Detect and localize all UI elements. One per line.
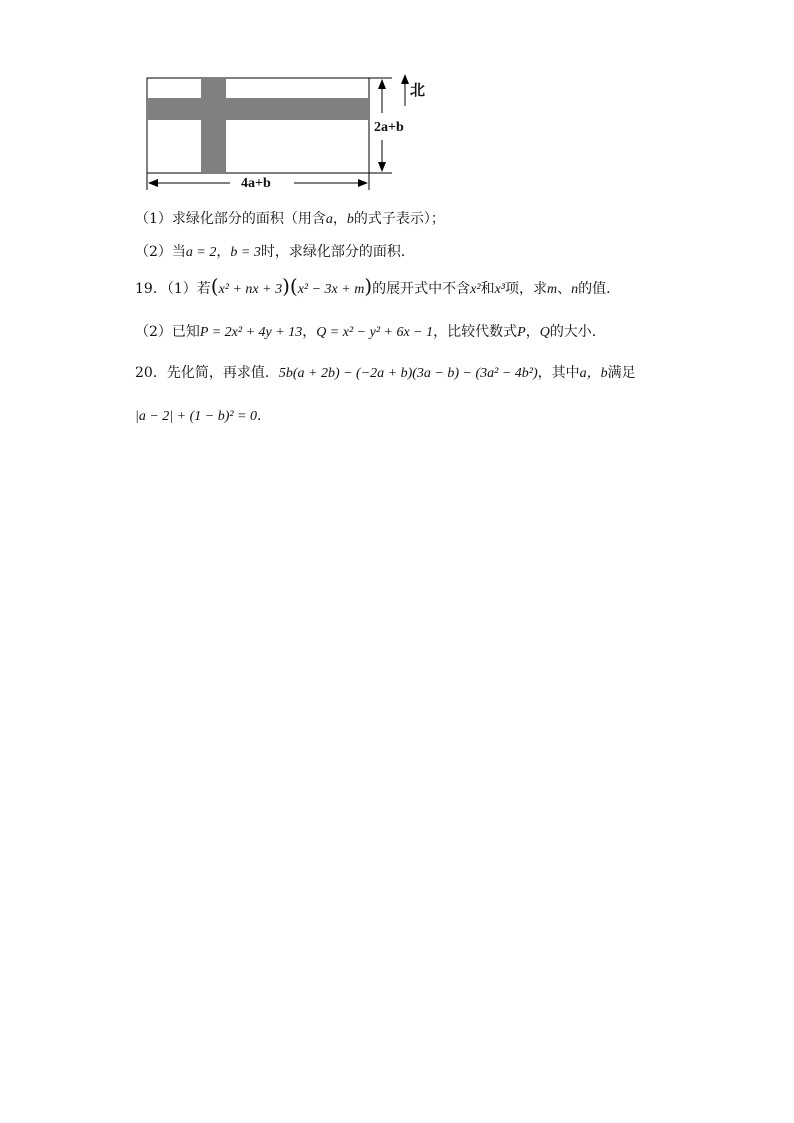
horizontal-green-strip: [147, 98, 369, 120]
q18-part1: （1）求绿化部分的面积（用含a，b的式子表示）；: [135, 211, 445, 227]
width-label: 4a+b: [241, 176, 271, 191]
garden-rectangle: [147, 78, 369, 173]
north-arrow-icon: [401, 74, 409, 106]
q20-line1: 20．先化简，再求值．5b(a + 2b) − (−2a + b)(3a − b) − (3a² − 4b²)，其中a，b满足: [135, 365, 636, 381]
vertical-green-strip: [201, 78, 226, 173]
q18-part2: （2）当a = 2，b = 3时，求绿化部分的面积．: [135, 244, 415, 260]
q19-part2: （2）已知P = 2x² + 4y + 13，Q = x² − y² + 6x − 1，比较代数式P，Q的大小．: [135, 324, 606, 340]
north-label: 北: [410, 81, 426, 99]
q19-part1: 19．（1）若(x² + nx + 3)(x² − 3x + m)的展开式中不含x²和x³项，求m、n的值．: [135, 274, 621, 298]
q20-line2: |a − 2| + (1 − b)² = 0．: [135, 408, 272, 424]
garden-figure: [0, 0, 794, 200]
height-label: 2a+b: [374, 120, 404, 135]
